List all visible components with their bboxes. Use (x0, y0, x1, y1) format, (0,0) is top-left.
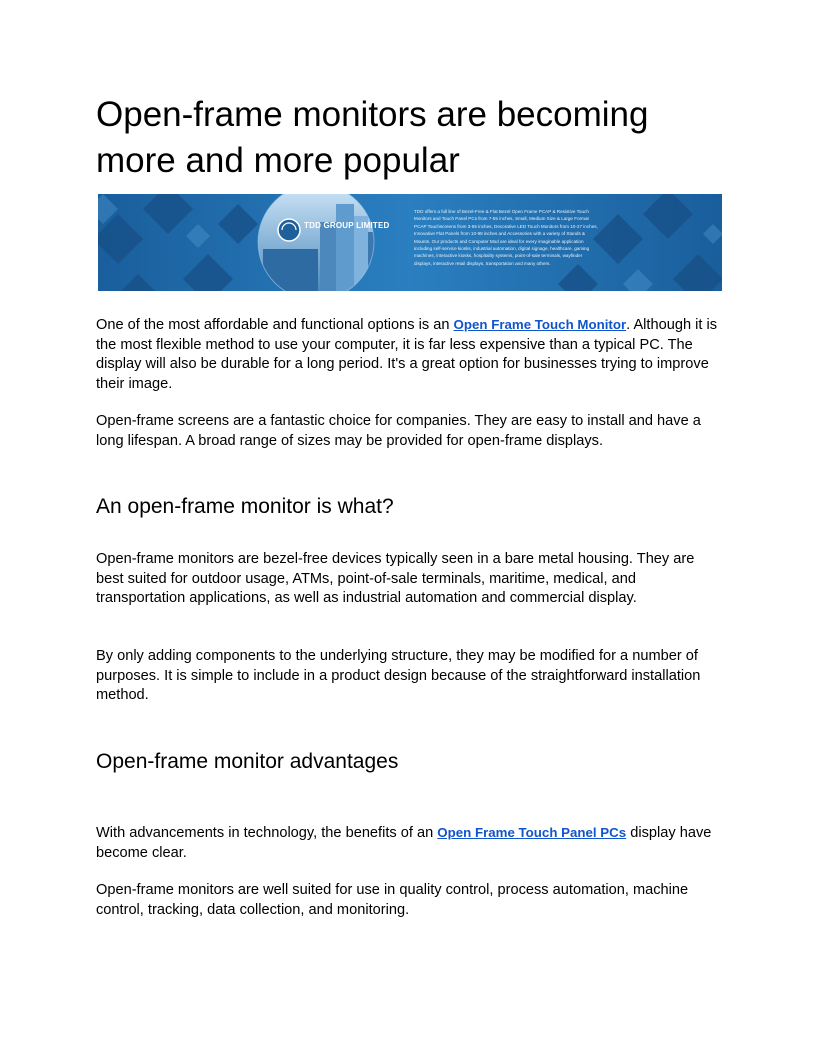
open-frame-touch-panel-pcs-link[interactable]: Open Frame Touch Panel PCs (437, 825, 627, 840)
heading-advantages: Open-frame monitor advantages (96, 750, 399, 773)
paragraph-intro (96, 315, 722, 394)
company-logo-icon (274, 218, 304, 242)
paragraph-bezel-free: Open-frame monitors are bezel-free devices typically seen in a bare metal housing. They are best suited for outdoor usage, ATMs, point-of-sale terminals, maritime, medical, and transportation applications, as well as industrial automation and commercial display. (96, 551, 695, 606)
banner-image (98, 194, 722, 291)
paragraph-screens: Open-frame screens are a fantastic choice for companies. They are easy to install and have a long lifespan. A broad range of sizes may be provided for open-frame displays. (96, 413, 701, 449)
page-title: Open-frame monitors are becoming more and more popular (96, 95, 649, 180)
paragraph-text: With advancements in technology, the benefits of an (96, 825, 438, 841)
open-frame-touch-monitor-link[interactable]: Open Frame Touch Monitor (453, 317, 627, 332)
paragraph-uses: Open-frame monitors are well suited for use in quality control, process automation, machine control, tracking, data collection, and monitoring. (96, 882, 689, 918)
banner-background (98, 194, 722, 291)
paragraph-text: One of the most affordable and functional options is an (96, 317, 454, 333)
paragraph-text: display have become clear. (96, 825, 712, 861)
banner-description: TDD offers a full line of Bezel-Free & Flat Bezel Open Frame PCAP & Resistive Touch Monitors and Touch Panel PCs from 7-55 inches, Small, Medium Size & Large Format PCAP Touchscreens from 3-65 inches, Decorative LED Touch Monitors from 10-27 inches, Innovative Flat Panels from 10-98 inches and Accessories with a variety of Stands & Mounts. Our products and Computer Mod are ideal for every imaginable application including self-service kiosks, industrial automation, digital signage, healthcare, gaming machines, interactive kiosks, hospitality systems, point-of-sale terminals, wayfinder displays, interactive retail displays, transportation and many others. (414, 209, 598, 266)
paragraph-components: By only adding components to the underlying structure, they may be modified for a number of purposes. It is simple to include in a product design because of the straightforward installation method. (96, 648, 701, 703)
heading-what: An open-frame monitor is what? (96, 495, 394, 518)
paragraph-advancements (96, 823, 722, 863)
paragraph-text: . Although it is the most flexible method to use your computer, it is far less expensive than a typical PC. The display will also be durable for a long period. It's a great option for businesses trying to improve their image. (96, 317, 718, 392)
company-logo-text: TDD GROUP LIMITED (304, 221, 390, 230)
